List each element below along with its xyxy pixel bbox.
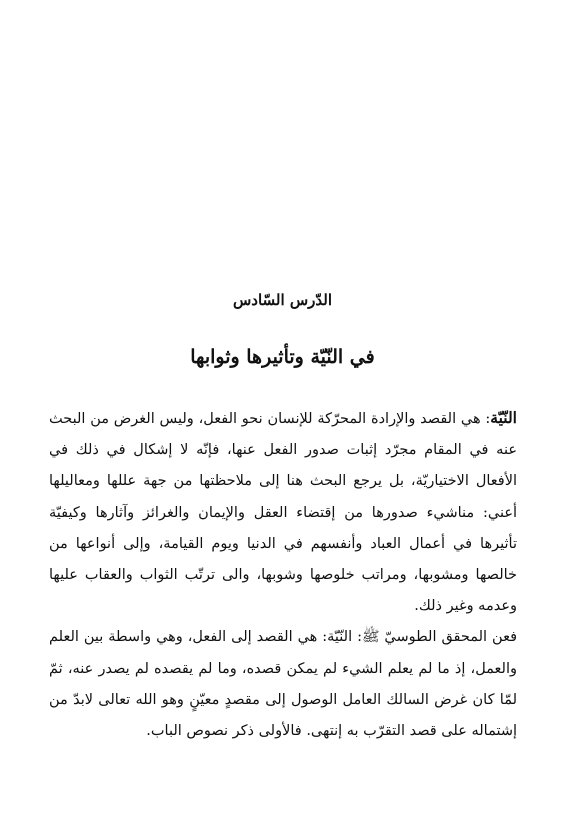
- paragraph-definition: [49, 402, 517, 622]
- defined-term: النّيّة: [490, 408, 517, 427]
- definition-text: : هي القصد والإرادة المحرّكة للإنسان نحو الفعل، وليس الغرض من البحث عنه في المقام مجرّد إثبات صدور الفعل عنها، فإنّه لا إشكال في ذلك في الأفعال الاختياريّة، بل يرجع البحث هنا إلى ملاحظتها من جهة عللها ومعاليلها أعني: مناشيء صدورها من إقتضاء العقل والإيمان والغرائز وآثارها وكيفيّة تأثيرها في أعمال العباد وأنفسهم في الدنيا ويوم القيامة، وإلى أنواعها من خالصها ومشوبها، ومراتب خلوصها وشوبها، والى ترتّب الثواب والعقاب عليها وعدمه وغير ذلك.: [49, 411, 517, 615]
- body-text: [49, 402, 517, 747]
- paragraph-quote: [49, 622, 517, 747]
- lesson-label: الدّرس السّادس: [232, 291, 333, 309]
- quote-text: فعن المحقق الطوسيّ ﷺ: النّيّة: هي القصد إلى الفعل، وهي واسطة بين العلم والعمل، إذ ما لم يعلم الشيء لم يمكن قصده، وما لم يقصده لم يصدر عنه، ثمّ لمّا كان غرض السالك العامل الوصول إلى مقصدٍ معيّنٍ وهو الله تعالى لابدّ من إشتماله على قصد التقرّب به إنتهى. فالأولى ذكر نصوص الباب.: [49, 629, 517, 740]
- chapter-title: في النّيّة وتأثيرها وثوابها: [190, 346, 375, 368]
